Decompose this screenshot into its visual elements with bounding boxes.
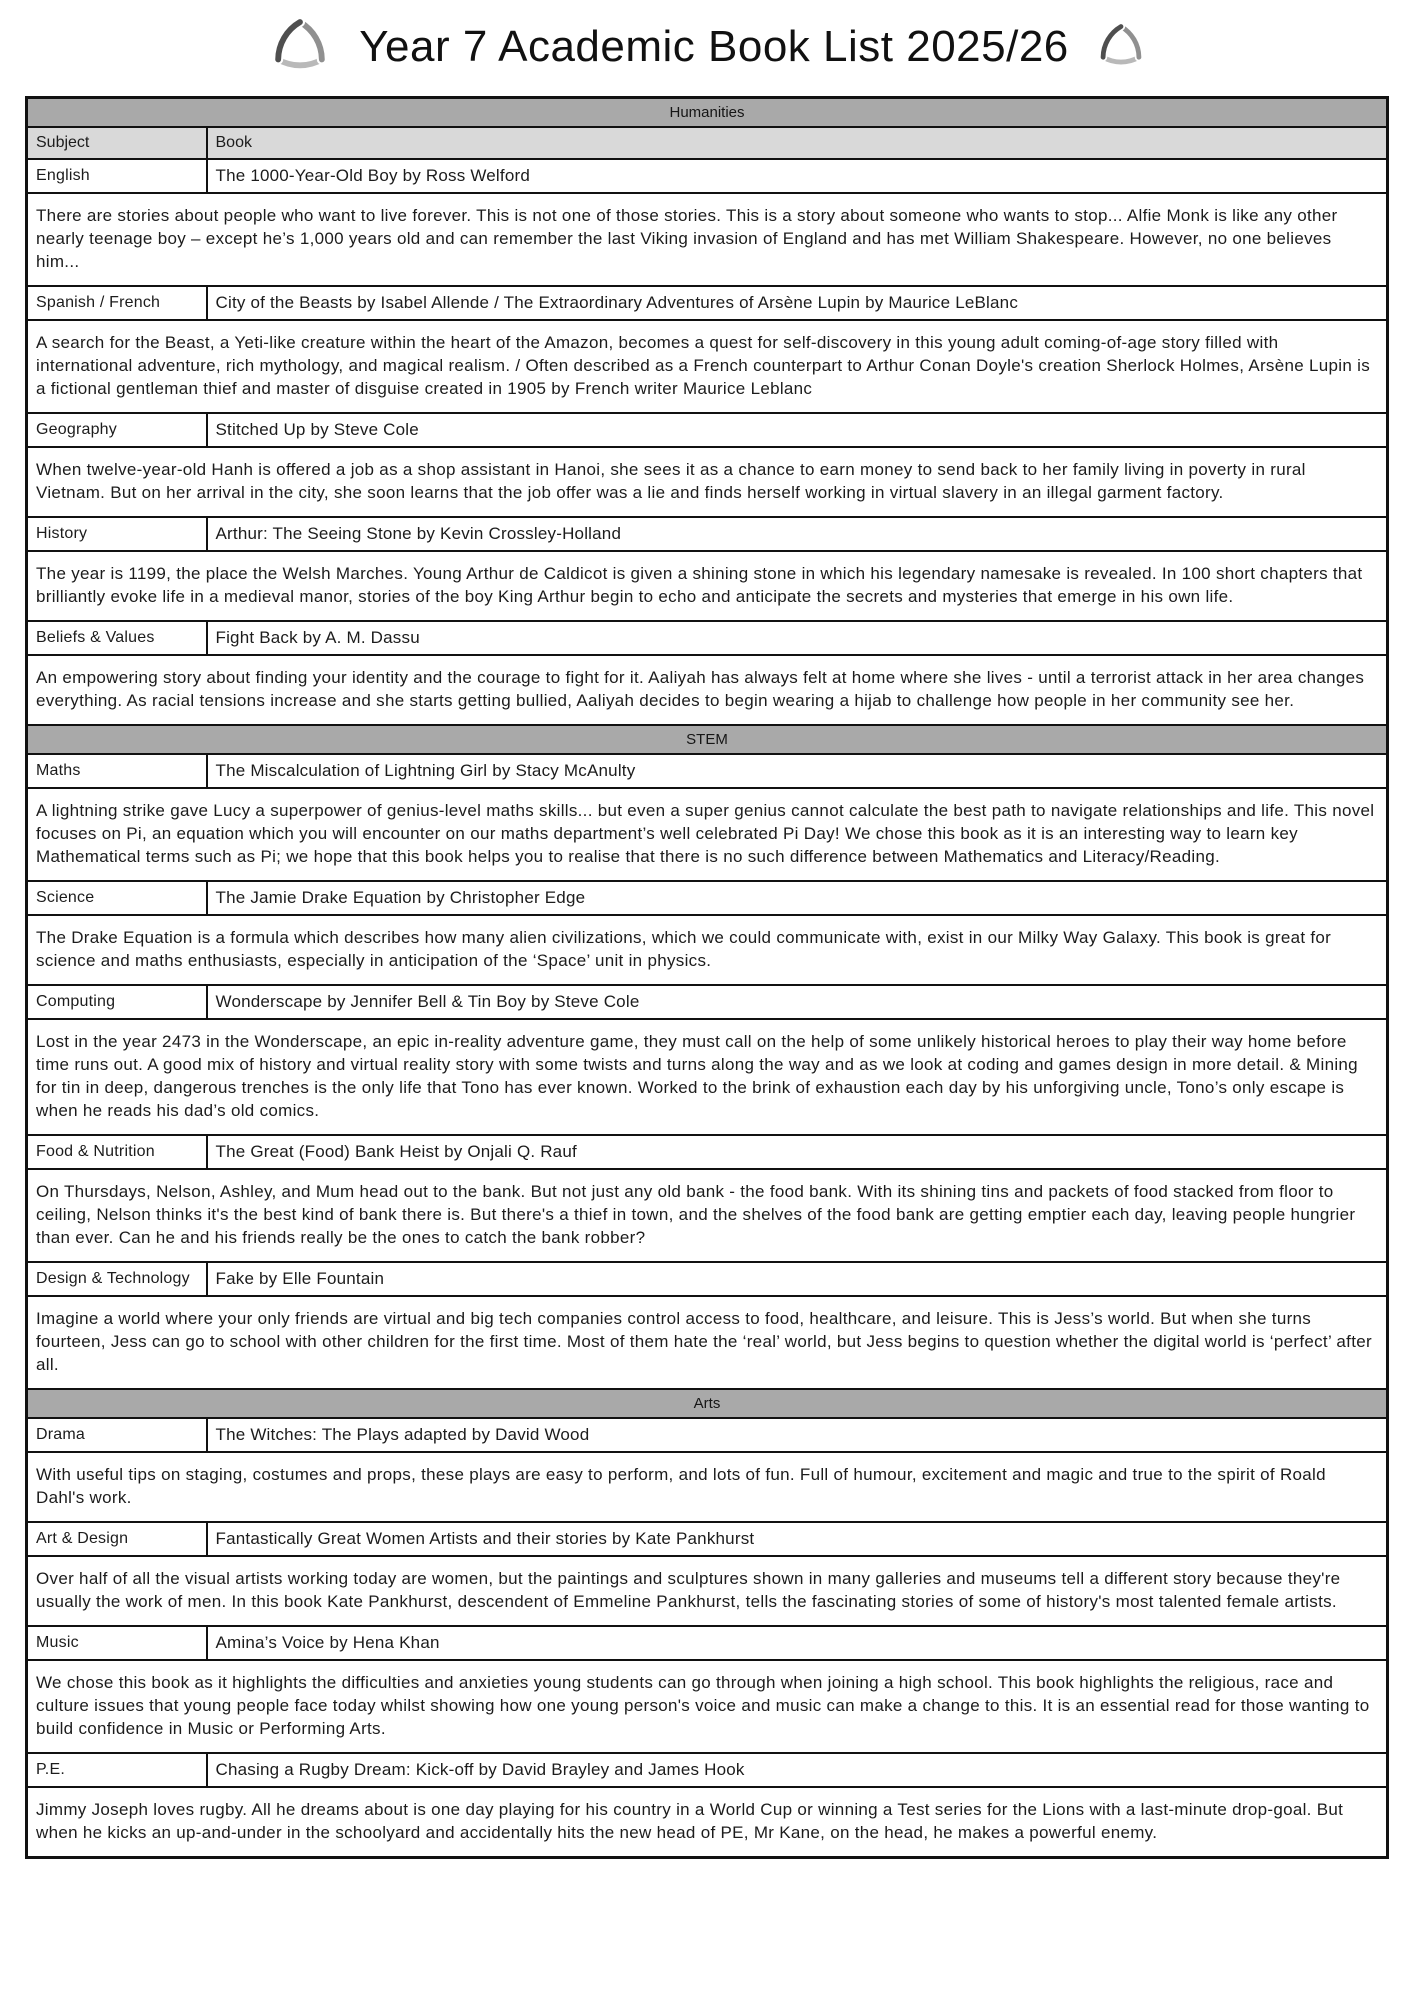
book-title-cell: The Great (Food) Bank Heist by Onjali Q. Rauf <box>207 1135 1388 1169</box>
description-cell: A search for the Beast, a Yeti-like creature within the heart of the Amazon, becomes a quest for self-discovery in this young adult coming-of-age story filled with international adventure, rich mythology, and magical realism. / Often described as a French counterpart to Arthur Conan Doyle's creation Sherlock Holmes, Arsène Lupin is a fictional gentleman thief and master of disguise created in 1905 by French writer Maurice Leblanc <box>27 320 1388 413</box>
description-cell: Imagine a world where your only friends are virtual and big tech companies control access to food, healthcare, and leisure. This is Jess’s world. But when she turns fourteen, Jess can go to school with other children for the first time. Most of them hate the ‘real’ world, but Jess begins to question whether the digital world is ‘perfect’ after all. <box>27 1296 1388 1389</box>
subject-cell: P.E. <box>27 1753 207 1787</box>
description-cell: We chose this book as it highlights the difficulties and anxieties young students can go through when joining a high school. This book highlights the religious, race and culture issues that young people face today whilst showing how one young person's voice and music can make a change to this. It is an essential read for those wanting to build confidence in Music or Performing Arts. <box>27 1660 1388 1753</box>
description-row <box>27 915 1388 985</box>
section-header: Humanities <box>27 98 1388 128</box>
book-title-cell: City of the Beasts by Isabel Allende / The Extraordinary Adventures of Arsène Lupin by Maurice LeBlanc <box>207 286 1388 320</box>
subject-cell: Drama <box>27 1418 207 1452</box>
description-row <box>27 447 1388 517</box>
description-row <box>27 1019 1388 1135</box>
book-row <box>27 159 1388 193</box>
book-row <box>27 621 1388 655</box>
description-cell: Jimmy Joseph loves rugby. All he dreams about is one day playing for his country in a World Cup or winning a Test series for the Lions with a last-minute drop-goal. But when he kicks an up-and-under in the schoolyard and accidentally hits the new head of PE, Mr Kane, on the head, he makes a powerful enemy. <box>27 1787 1388 1858</box>
description-cell: On Thursdays, Nelson, Ashley, and Mum head out to the bank. But not just any old bank - the food bank. With its shining tins and packets of food stacked from floor to ceiling, Nelson thinks it's the best kind of bank there is. But there's a thief in town, and the shelves of the food bank are getting emptier each day, leaving people hungrier than ever. Can he and his friends really be the ones to catch the bank robber? <box>27 1169 1388 1262</box>
section-header: STEM <box>27 725 1388 754</box>
column-header-row <box>27 127 1388 159</box>
subject-cell: Spanish / French <box>27 286 207 320</box>
description-cell: A lightning strike gave Lucy a superpower of genius-level maths skills... but even a super genius cannot calculate the best path to navigate relationships and life. This novel focuses on Pi, an equation which you will encounter on our maths department’s well celebrated Pi Day! We chose this book as it is an interesting way to learn key Mathematical terms such as Pi; we hope that this book helps you to realise that there is no such difference between Mathematics and Literacy/Reading. <box>27 788 1388 881</box>
subject-cell: Music <box>27 1626 207 1660</box>
page-header <box>0 0 1414 96</box>
description-cell: The year is 1199, the place the Welsh Marches. Young Arthur de Caldicot is given a shining stone in which his legendary namesake is revealed. In 100 short chapters that brilliantly evoke life in a medieval manor, stories of the boy King Arthur begin to echo and anticipate the secrets and mysteries that emerge in his own life. <box>27 551 1388 621</box>
subject-cell: Computing <box>27 985 207 1019</box>
book-title-cell: The Miscalculation of Lightning Girl by Stacy McAnulty <box>207 754 1388 788</box>
book-row <box>27 1753 1388 1787</box>
description-row <box>27 551 1388 621</box>
description-row <box>27 1452 1388 1522</box>
description-cell: The Drake Equation is a formula which describes how many alien civilizations, which we could communicate with, exist in our Milky Way Galaxy. This book is great for science and maths enthusiasts, especially in anticipation of the ‘Space’ unit in physics. <box>27 915 1388 985</box>
book-title-cell: Wonderscape by Jennifer Bell & Tin Boy by Steve Cole <box>207 985 1388 1019</box>
subject-cell: Geography <box>27 413 207 447</box>
triquetra-logo-left <box>261 8 339 86</box>
column-header-book: Book <box>207 127 1388 159</box>
book-title-cell: The Witches: The Plays adapted by David Wood <box>207 1418 1388 1452</box>
book-title-cell: The 1000-Year-Old Boy by Ross Welford <box>207 159 1388 193</box>
triquetra-logo-right <box>1089 15 1153 79</box>
book-row <box>27 286 1388 320</box>
subject-cell: History <box>27 517 207 551</box>
description-cell: When twelve-year-old Hanh is offered a job as a shop assistant in Hanoi, she sees it as a chance to earn money to send back to her family living in poverty in rural Vietnam. But on her arrival in the city, she soon learns that the job offer was a lie and finds herself working in virtual slavery in an illegal garment factory. <box>27 447 1388 517</box>
section-row <box>27 725 1388 754</box>
book-row <box>27 1135 1388 1169</box>
subject-cell: Science <box>27 881 207 915</box>
book-row <box>27 1418 1388 1452</box>
book-title-cell: Fake by Elle Fountain <box>207 1262 1388 1296</box>
description-row <box>27 1660 1388 1753</box>
book-title-cell: Stitched Up by Steve Cole <box>207 413 1388 447</box>
book-title-cell: Amina’s Voice by Hena Khan <box>207 1626 1388 1660</box>
book-row <box>27 754 1388 788</box>
subject-cell: Food & Nutrition <box>27 1135 207 1169</box>
description-row <box>27 1787 1388 1858</box>
book-list-table <box>25 96 1389 1859</box>
book-row <box>27 413 1388 447</box>
section-row <box>27 1389 1388 1418</box>
subject-cell: Beliefs & Values <box>27 621 207 655</box>
book-row <box>27 985 1388 1019</box>
description-row <box>27 193 1388 286</box>
description-row <box>27 788 1388 881</box>
book-title-cell: The Jamie Drake Equation by Christopher Edge <box>207 881 1388 915</box>
book-row <box>27 1262 1388 1296</box>
book-title-cell: Chasing a Rugby Dream: Kick-off by David Brayley and James Hook <box>207 1753 1388 1787</box>
book-title-cell: Fight Back by A. M. Dassu <box>207 621 1388 655</box>
subject-cell: Design & Technology <box>27 1262 207 1296</box>
subject-cell: English <box>27 159 207 193</box>
book-title-cell: Fantastically Great Women Artists and their stories by Kate Pankhurst <box>207 1522 1388 1556</box>
book-title-cell: Arthur: The Seeing Stone by Kevin Crossley-Holland <box>207 517 1388 551</box>
book-row <box>27 517 1388 551</box>
column-header-subject: Subject <box>27 127 207 159</box>
subject-cell: Art & Design <box>27 1522 207 1556</box>
description-row <box>27 655 1388 725</box>
description-cell: With useful tips on staging, costumes and props, these plays are easy to perform, and lots of fun. Full of humour, excitement and magic and true to the spirit of Roald Dahl's work. <box>27 1452 1388 1522</box>
section-row <box>27 98 1388 128</box>
subject-cell: Maths <box>27 754 207 788</box>
description-row <box>27 320 1388 413</box>
description-row <box>27 1296 1388 1389</box>
description-cell: There are stories about people who want to live forever. This is not one of those stories. This is a story about someone who wants to stop... Alfie Monk is like any other nearly teenage boy – except he’s 1,000 years old and can remember the last Viking invasion of England and has met William Shakespeare. However, no one believes him... <box>27 193 1388 286</box>
description-row <box>27 1169 1388 1262</box>
page-title: Year 7 Academic Book List 2025/26 <box>359 22 1069 71</box>
section-header: Arts <box>27 1389 1388 1418</box>
description-cell: Over half of all the visual artists working today are women, but the paintings and sculptures shown in many galleries and museums tell a different story because they're usually the work of men. In this book Kate Pankhurst, descendent of Emmeline Pankhurst, tells the fascinating stories of some of history's most talented female artists. <box>27 1556 1388 1626</box>
description-row <box>27 1556 1388 1626</box>
book-row <box>27 1522 1388 1556</box>
description-cell: Lost in the year 2473 in the Wonderscape, an epic in-reality adventure game, they must call on the help of some unlikely historical heroes to play their way home before time runs out. A good mix of history and virtual reality story with some twists and turns along the way and as we look at coding and games design in more detail. & Mining for tin in deep, dangerous trenches is the only life that Tono has ever known. Worked to the brink of exhaustion each day by his unforgiving uncle, Tono’s only escape is when he reads his dad’s old comics. <box>27 1019 1388 1135</box>
book-row <box>27 881 1388 915</box>
description-cell: An empowering story about finding your identity and the courage to fight for it. Aaliyah has always felt at home where she lives - until a terrorist attack in her area changes everything. As racial tensions increase and she starts getting bullied, Aaliyah decides to begin wearing a hijab to challenge how people in her community see her. <box>27 655 1388 725</box>
book-row <box>27 1626 1388 1660</box>
